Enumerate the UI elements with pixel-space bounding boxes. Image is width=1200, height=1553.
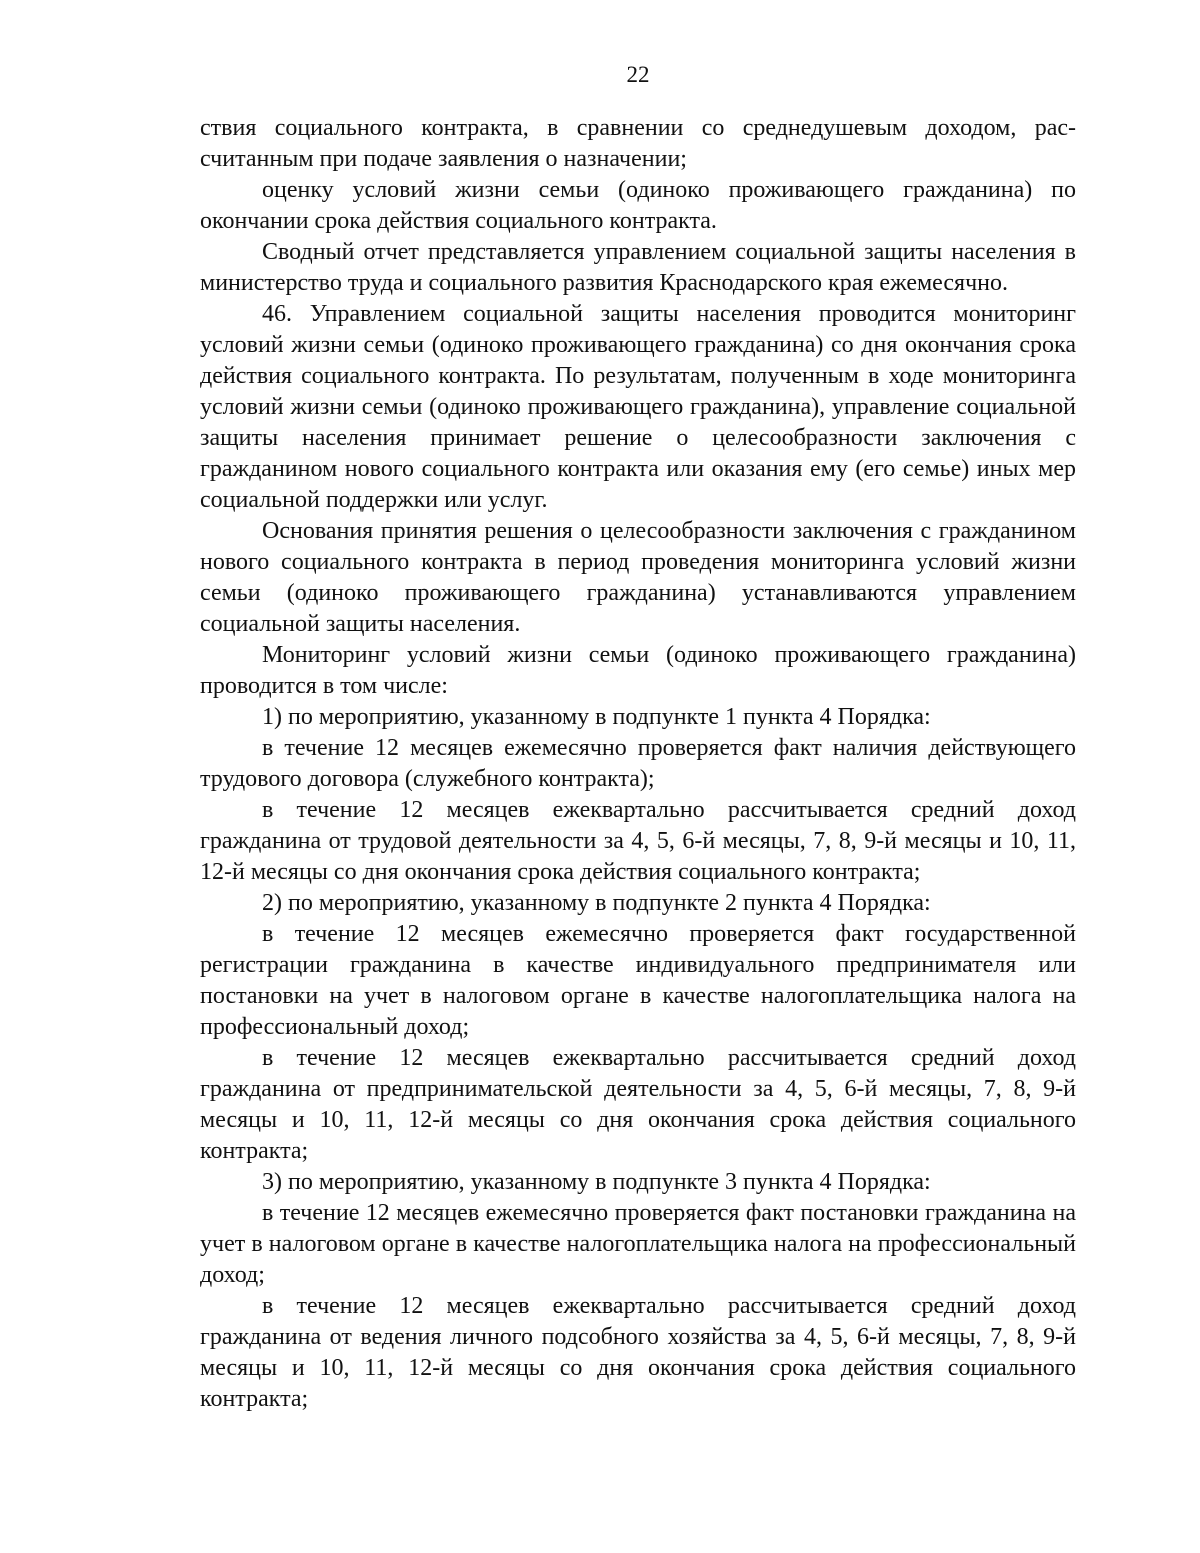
paragraph: 3) по мероприятию, указанному в подпункте 3 пункта 4 Порядка: bbox=[262, 1169, 931, 1195]
paragraph: в течение 12 месяцев ежемесячно проверяется факт наличия действующего трудового договора (служебного контракта); bbox=[200, 735, 1076, 792]
paragraph: 46. Управлением социальной защиты населения проводится мониторинг условий жизни семьи (одиноко проживающего гражданина) со дня окончания срока действия социального контракта. По результатам, полученным в ходе мониторинга условий жизни семьи (одиноко проживающего гражданина), управление социальной защиты населения принимает решение о целесообразности заключения с гражданином нового социального контракта или оказания ему (его семье) иных мер социальной поддержки или услуг. bbox=[200, 301, 1076, 513]
paragraph: 1) по мероприятию, указанному в подпункте 1 пункта 4 Порядка: bbox=[262, 704, 931, 730]
paragraph: в течение 12 месяцев ежеквартально рассчитывается средний доход гражданина от предпринимательской деятельности за 4, 5, 6-й месяцы, 7, 8, 9-й месяцы и 10, 11, 12-й месяцы со дня окончания срока действия социального контракта; bbox=[200, 1045, 1076, 1164]
paragraph: Основания принятия решения о целесообразности заключения с гражданином нового социального контракта в период проведения мониторинга условий жизни семьи (одиноко проживающего гражданина) устанавливаются управлением социальной защиты населения. bbox=[200, 518, 1076, 637]
paragraph: 2) по мероприятию, указанному в подпункте 2 пункта 4 Порядка: bbox=[262, 890, 931, 916]
paragraph: в течение 12 месяцев ежеквартально рассчитывается средний доход гражданина от трудовой деятельности за 4, 5, 6-й месяцы, 7, 8, 9-й месяцы и 10, 11, 12-й месяцы со дня окончания срока действия социального контракта; bbox=[200, 797, 1076, 885]
page-number: 22 bbox=[626, 62, 650, 87]
paragraph: ствия социального контракта, в сравнении со среднедушевым доходом, рассчитанным при подаче заявления о назначении; bbox=[200, 115, 1076, 172]
paragraph: Мониторинг условий жизни семьи (одиноко проживающего гражданина) проводится в том числе: bbox=[200, 642, 1076, 699]
paragraph: в течение 12 месяцев ежеквартально рассчитывается средний доход гражданина от ведения личного подсобного хозяйства за 4, 5, 6-й месяцы, 7, 8, 9-й месяцы и 10, 11, 12-й месяцы со дня окончания срока действия социального контракта; bbox=[200, 1293, 1076, 1412]
paragraph: оценку условий жизни семьи (одиноко проживающего гражданина) по окончании срока действия социального контракта. bbox=[200, 177, 1076, 234]
document-body bbox=[200, 113, 1076, 1415]
paragraph: в течение 12 месяцев ежемесячно проверяется факт государственной регистрации гражданина в качестве индивидуального предпринимателя или постановки на учет в налоговом органе в качестве налогоплательщика налога на профессиональный доход; bbox=[200, 921, 1076, 1040]
paragraph: Сводный отчет представляется управлением социальной защиты населения в министерство труда и социального развития Краснодарского края ежемесячно. bbox=[200, 239, 1076, 296]
paragraph: в течение 12 месяцев ежемесячно проверяется факт постановки гражданина на учет в налоговом органе в качестве налогоплательщика налога на профессиональный доход; bbox=[200, 1200, 1076, 1288]
